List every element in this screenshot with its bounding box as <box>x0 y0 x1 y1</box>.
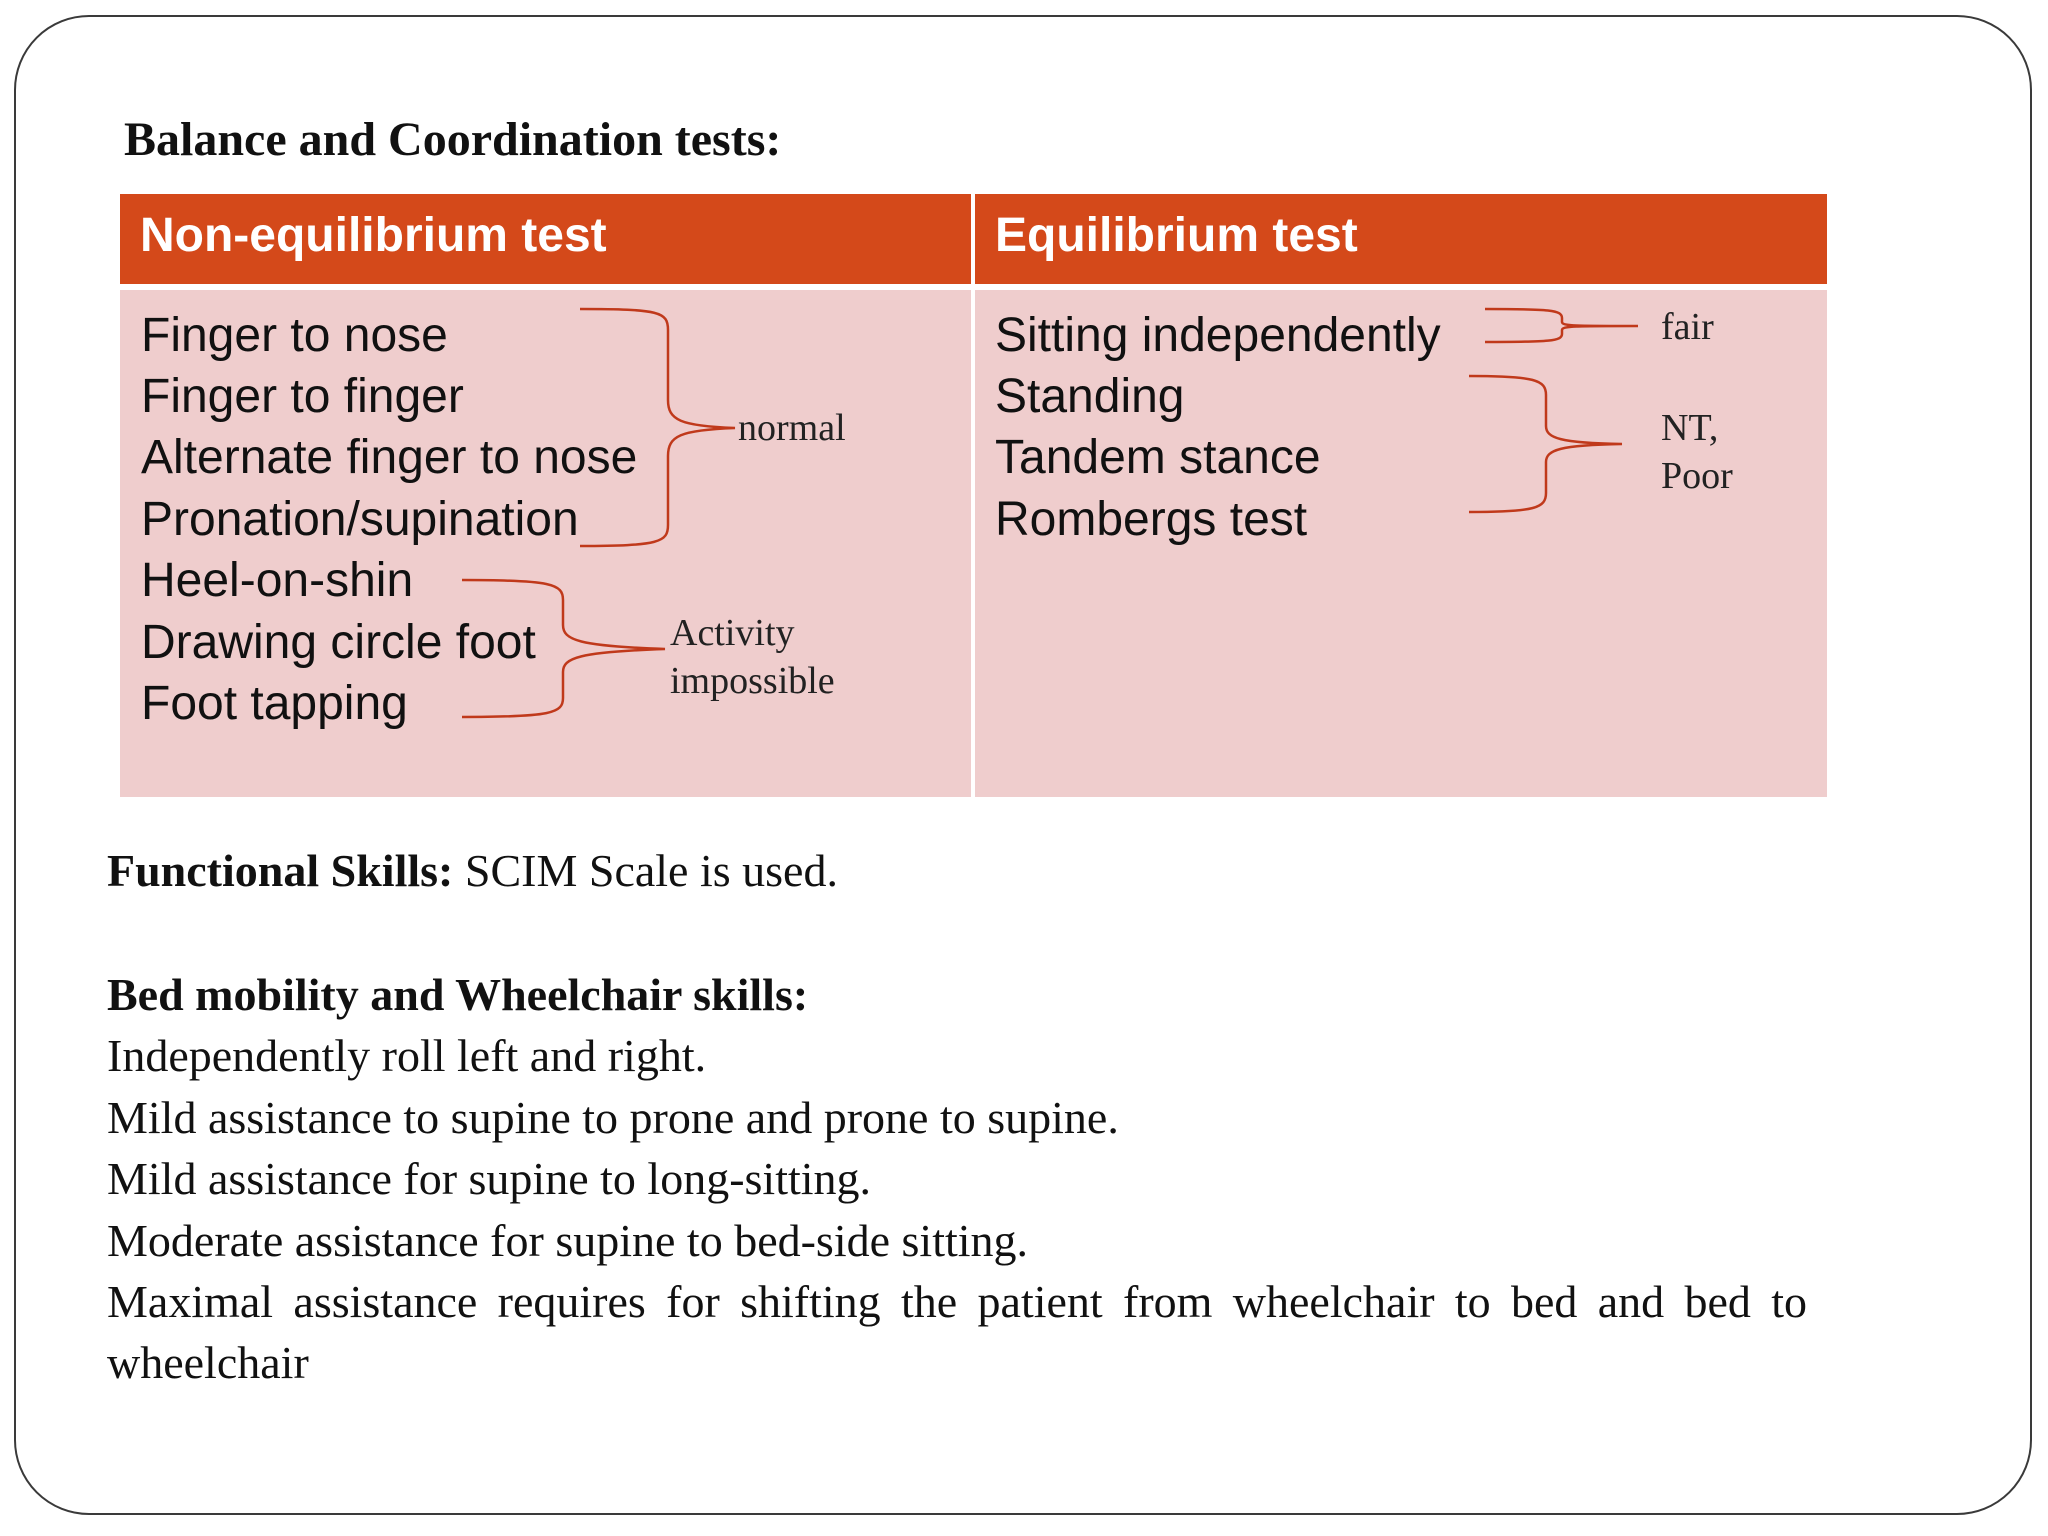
list-item: Finger to finger <box>141 370 464 423</box>
header-equilibrium: Equilibrium test <box>975 194 1827 284</box>
bed-mobility-line: Mild assistance for supine to long-sitting. <box>107 1153 872 1204</box>
bracket-activity <box>462 580 665 717</box>
list-item: Sitting independently <box>995 309 1441 362</box>
list-item: Drawing circle foot <box>141 616 536 669</box>
header-non-equilibrium: Non-equilibrium test <box>120 194 971 284</box>
functional-skills-label: Functional Skills: <box>107 845 454 896</box>
list-item: Standing <box>995 370 1185 423</box>
list-item: Heel-on-shin <box>141 554 414 607</box>
annotation-poor: Poor <box>1661 455 1733 497</box>
bed-mobility-heading <box>107 964 808 1025</box>
bed-mobility-line: Independently roll left and right. <box>107 1030 707 1081</box>
annotation-nt: NT, <box>1661 407 1719 449</box>
bracket-nt <box>1469 376 1622 512</box>
functional-skills-text: SCIM Scale is used. <box>453 845 838 896</box>
bed-mobility-line: Mild assistance to supine to prone and prone to supine. <box>107 1092 1119 1143</box>
slide-title: Balance and Coordination tests: <box>124 113 782 166</box>
list-item: Foot tapping <box>141 677 408 730</box>
annotation-activity-line2: impossible <box>670 660 835 702</box>
annotation-activity-line1: Activity <box>670 612 795 654</box>
list-item: Tandem stance <box>995 431 1321 484</box>
bed-mobility-line: Moderate assistance for supine to bed-side sitting. <box>107 1215 1029 1266</box>
annotation-normal: normal <box>738 407 846 449</box>
list-item: Pronation/supination <box>141 493 579 546</box>
list-item: Rombergs test <box>995 493 1308 546</box>
bracket-normal <box>580 309 735 546</box>
bed-mobility-heading-text: Bed mobility and Wheelchair skills: <box>107 969 809 1020</box>
bed-mobility-line: Maximal assistance requires for shifting the patient from wheelchair to bed and bed to wheelchair <box>107 1276 1807 1388</box>
functional-skills-line <box>107 840 838 901</box>
bracket-fair <box>1485 309 1638 342</box>
list-item: Alternate finger to nose <box>141 431 638 484</box>
list-item: Finger to nose <box>141 309 448 362</box>
annotation-fair: fair <box>1661 306 1714 348</box>
